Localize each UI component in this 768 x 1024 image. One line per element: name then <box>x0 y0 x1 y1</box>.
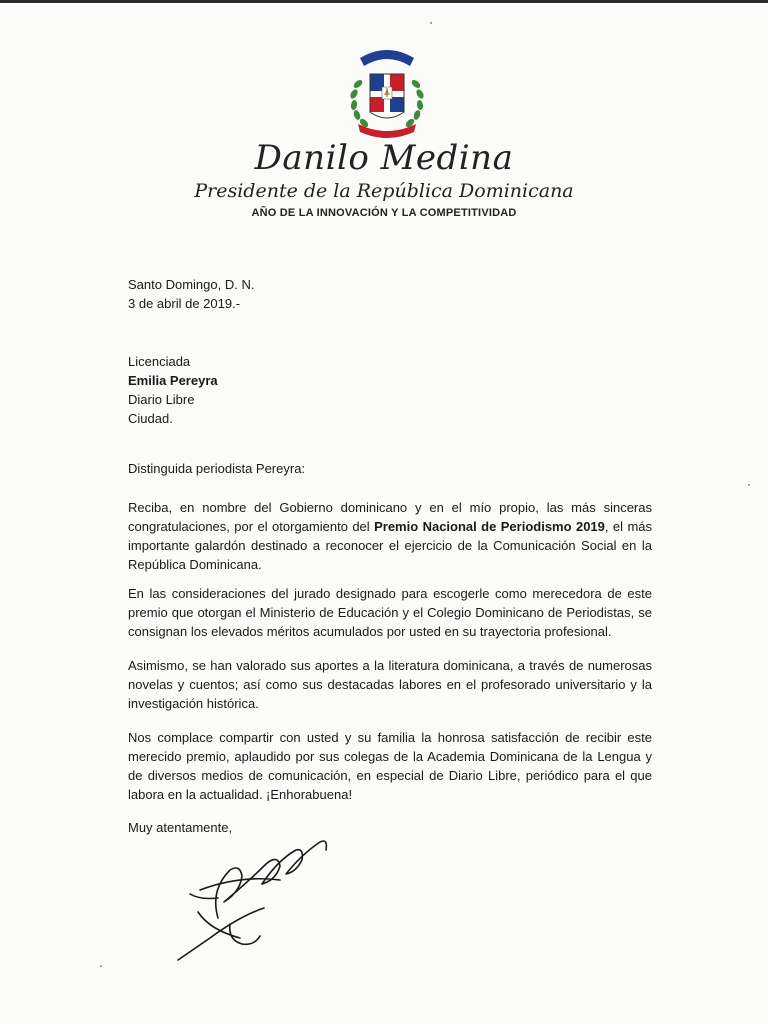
letterhead-motto: AÑO DE LA INNOVACIÓN Y LA COMPETITIVIDAD <box>251 207 517 219</box>
date: 3 de abril de 2019.- <box>128 296 241 311</box>
closing: Muy atentamente, <box>128 820 233 835</box>
salutation: Distinguida periodista Pereyra: <box>128 461 306 476</box>
paper-speck <box>100 965 102 967</box>
p1-award-name: Premio Nacional de Periodismo 2019 <box>374 519 605 534</box>
place: Santo Domingo, D. N. <box>128 277 255 292</box>
place-date <box>128 275 652 313</box>
p1-text-b: , el más importante galardón destinado a reconocer el ejercicio de la Comunicación Social en la República Dominicana. <box>128 519 653 572</box>
paragraph-4: Nos complace compartir con usted y su familia la honrosa satisfacción de recibir este merecido premio, aplaudido por sus colegas de la Academia Dominicana de la Lengua y de diversos medios de comunicación, en especial de Diario Libre, periódico para el que labora en la actualidad. ¡Enhorabuena! <box>128 730 652 802</box>
paragraph-3: Asimismo, se han valorado sus aportes a la literatura dominicana, a través de numerosas novelas y cuentos; así como sus destacadas labores en el profesorado universitario y la investigación histórica. <box>128 658 652 711</box>
handwritten-signature <box>170 820 345 970</box>
recipient-city: Ciudad. <box>128 411 173 426</box>
recipient-block <box>128 352 652 428</box>
letterhead-name: Danilo Medina <box>254 138 514 178</box>
coat-of-arms-seal <box>340 44 434 140</box>
paragraph-1 <box>128 498 652 574</box>
page-edge-line <box>0 0 768 3</box>
recipient-organization: Diario Libre <box>128 392 195 407</box>
paper-speck <box>748 484 750 486</box>
recipient-name: Emilia Pereyra <box>128 373 218 388</box>
p1-text-a: Reciba, en nombre del Gobierno dominicano y en el mío propio, las más sinceras congratulaciones, por el otorgamiento del <box>128 500 652 534</box>
paper-speck <box>430 22 432 24</box>
letterhead-title: Presidente de la República Dominicana <box>194 180 574 202</box>
paragraph-2: En las consideraciones del jurado designado para escogerle como merecedora de este premio que otorgan el Ministerio de Educación y el Colegio Dominicano de Periodistas, se consignan los elevados méritos acumulados por usted en su trayectoria profesional. <box>128 586 652 639</box>
recipient-honorific: Licenciada <box>128 354 191 369</box>
